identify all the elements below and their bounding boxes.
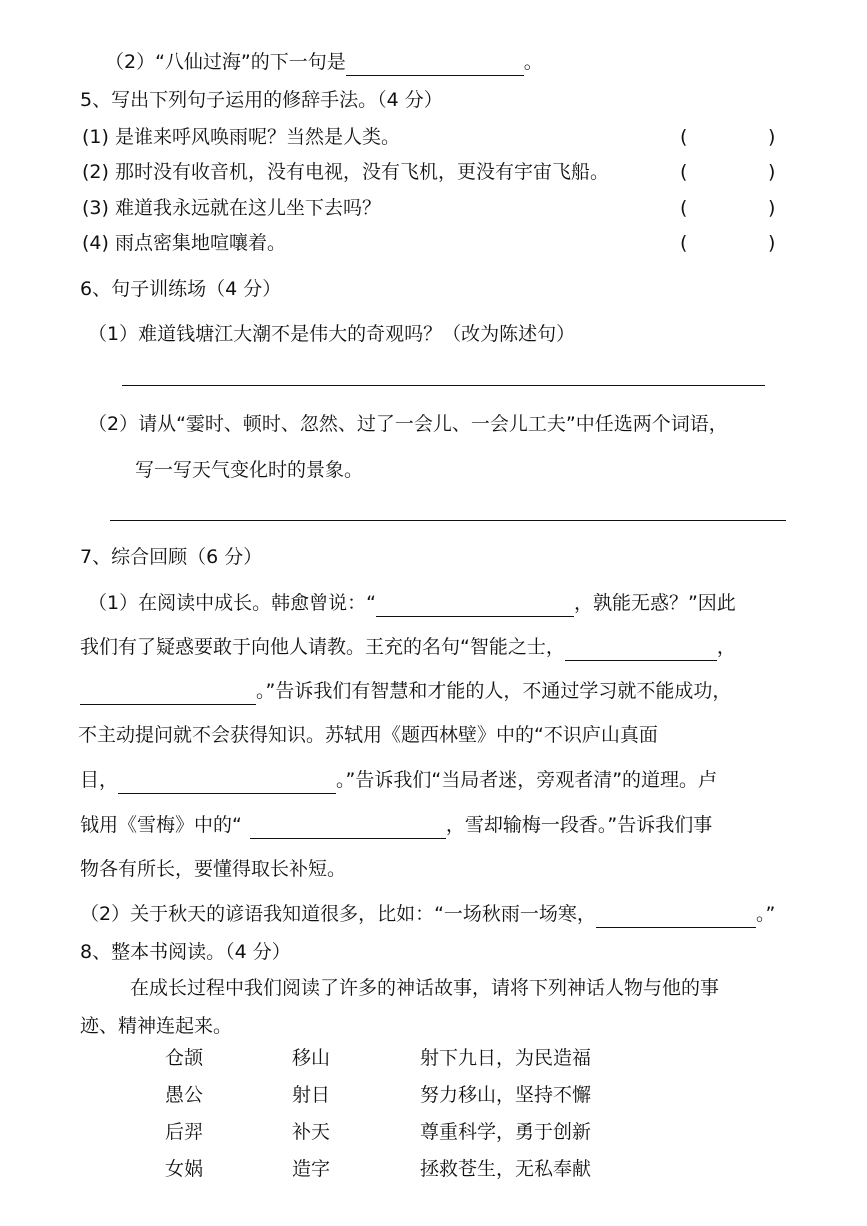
q5-item-4: (4) 雨点密集地喧嚷着。 [82,232,286,254]
q5-answer-open-4[interactable]: ( [680,232,688,254]
spirit-2[interactable]: 努力移山，坚持不懈 [420,1084,592,1106]
q5-answer-open-3[interactable]: ( [680,197,688,219]
q6-item2-line1: （2）请从“霎时、顿时、忽然、过了一会儿、一会儿工夫”中任选两个词语， [88,413,728,435]
q7-p5 [80,766,717,794]
q7-p5-text-b: 。”告诉我们“当局者迷，旁观者清”的道理。卢 [336,769,718,791]
q4-item2-end: 。 [523,51,543,73]
q6-item2-line2: 写一写天气变化时的景象。 [135,459,364,481]
character-yugong[interactable]: 愚公 [165,1084,204,1106]
q7-p1-text-b: ，孰能无惑？”因此 [573,592,736,614]
deed-sheri[interactable]: 射日 [292,1084,331,1106]
character-houyi[interactable]: 后羿 [165,1121,204,1143]
q5-item-3: (3) 难道我永远就在这儿坐下去吗？ [82,197,381,219]
q6-item1-answer-line[interactable] [122,385,765,386]
q7-p3 [80,677,731,705]
q7-p1 [88,589,736,617]
q5-answer-close-2: ) [768,161,776,183]
q5-answer-close-4: ) [768,232,776,254]
q7-item2 [80,900,775,928]
deed-yishan[interactable]: 移山 [292,1047,331,1069]
q7-p1-text-a: （1）在阅读中成长。韩愈曾说：“ [88,592,376,614]
q8-intro-line1: 在成长过程中我们阅读了许多的神话故事，请将下列神话人物与他的事 [130,977,720,999]
q5-answer-close-3: ) [768,197,776,219]
q7-blank-sushi[interactable] [118,773,336,794]
q7-p6-text-b: ，雪却输梅一段香。”告诉我们事 [445,814,713,836]
q4-item2-blank[interactable] [346,55,524,76]
character-cangjie[interactable]: 仓颉 [165,1047,204,1069]
q7-p4: 不主动提问就不会获得知识。苏轼用《题西林壁》中的“不识庐山真面 [78,724,658,746]
q7-blank-xuemei[interactable] [250,818,446,839]
deed-zaozi[interactable]: 造字 [292,1158,331,1180]
deed-butian[interactable]: 补天 [292,1121,331,1143]
spirit-1[interactable]: 射下九日，为民造福 [420,1047,592,1069]
spirit-4[interactable]: 拯救苍生，无私奉献 [420,1158,592,1180]
q6-item2-answer-line[interactable] [110,520,786,521]
q5-item-2: (2) 那时没有收音机，没有电视，没有飞机，更没有宇宙飞船。 [82,161,609,183]
q7-item2-text-a: （2）关于秋天的谚语我知道很多，比如：“一场秋雨一场寒， [80,903,596,925]
q7-p6 [80,811,712,839]
q5-answer-close-1: ) [768,126,776,148]
q7-blank-wangchong-2[interactable] [80,684,256,705]
character-nvwa[interactable]: 女娲 [165,1158,204,1180]
q7-blank-wangchong[interactable] [565,640,717,661]
q5-answer-open-1[interactable]: ( [680,126,688,148]
q7-p2 [80,633,736,661]
q7-p2-text-a: 我们有了疑惑要敢于向他人请教。王充的名句“智能之士， [80,636,565,658]
q4-item2-text: （2）“八仙过海”的下一句是 [105,51,346,73]
q7-p5-text-a: 目， [80,769,119,791]
q5-answer-open-2[interactable]: ( [680,161,688,183]
q7-p6-text-a: 钺用《雪梅》中的“ [80,814,242,836]
q7-blank-hanyu[interactable] [376,596,574,617]
q5-title: 5、写出下列句子运用的修辞手法。（4 分） [80,89,443,111]
q4-item2 [105,48,543,76]
spirit-3[interactable]: 尊重科学，勇于创新 [420,1121,592,1143]
q7-blank-proverb[interactable] [596,907,756,928]
q7-p2-text-b: ， [716,636,736,658]
q7-p3-text-b: 。”告诉我们有智慧和才能的人，不通过学习就不能成功， [256,680,732,702]
q6-item1: （1）难道钱塘江大潮不是伟大的奇观吗？（改为陈述句） [88,323,576,345]
q5-item-1: (1) 是谁来呼风唤雨呢？当然是人类。 [82,126,400,148]
q6-title: 6、句子训练场（4 分） [80,278,282,300]
q7-item2-text-b: 。” [755,903,776,925]
q8-intro-line2: 迹、精神连起来。 [80,1015,233,1037]
q7-p7: 物各有所长，要懂得取长补短。 [80,858,347,880]
q8-title: 8、整本书阅读。（4 分） [80,941,291,963]
q7-title: 7、综合回顾（6 分） [80,546,263,568]
